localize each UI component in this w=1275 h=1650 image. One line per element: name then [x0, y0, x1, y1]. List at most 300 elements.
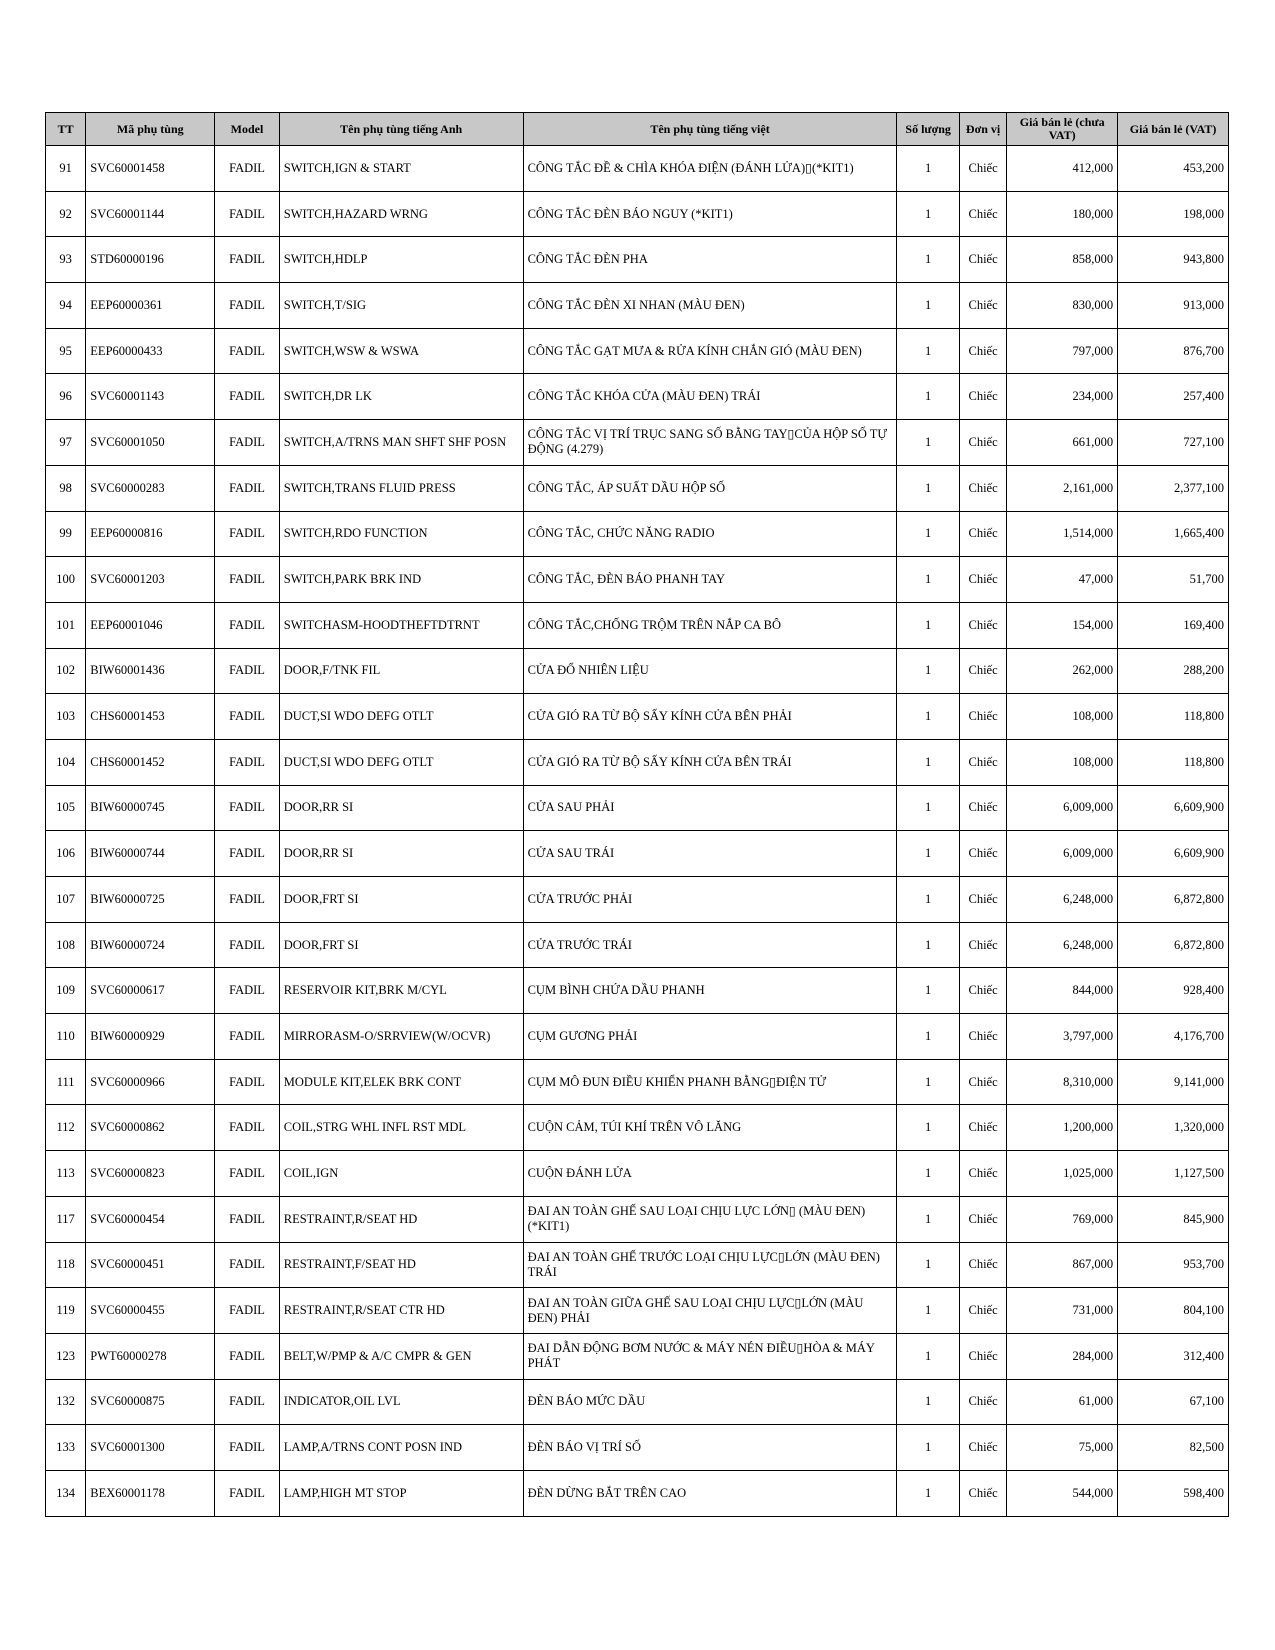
vietnamese-name-cell: CỤM MÔ ĐUN ĐIỀU KHIỂN PHANH BẰNG▯ĐIỆN TỬ: [523, 1059, 897, 1105]
table-row: [46, 1242, 1229, 1288]
model-cell: FADIL: [215, 1379, 279, 1425]
unit-cell: Chiếc: [959, 1288, 1006, 1334]
price-vat-cell: 4,176,700: [1118, 1014, 1229, 1060]
quantity-cell: 1: [897, 1242, 959, 1288]
table-row: [46, 968, 1229, 1014]
table-row: [46, 465, 1229, 511]
unit-cell: Chiếc: [959, 146, 1006, 192]
model-cell: FADIL: [215, 146, 279, 192]
price-before-vat-cell: 769,000: [1007, 1196, 1118, 1242]
vietnamese-name-cell: CÔNG TẮC GẠT MƯA & RỬA KÍNH CHẮN GIÓ (MÀU ĐEN): [523, 328, 897, 374]
header-col-unit: Đơn vị: [959, 113, 1006, 146]
vietnamese-name-cell: ĐÈN BÁO VỊ TRÍ SỐ: [523, 1425, 897, 1471]
table-row: [46, 1196, 1229, 1242]
vietnamese-name-cell: CỬA GIÓ RA TỪ BỘ SẤY KÍNH CỬA BÊN TRÁI: [523, 739, 897, 785]
unit-cell: Chiếc: [959, 1151, 1006, 1197]
unit-cell: Chiếc: [959, 557, 1006, 603]
price-before-vat-cell: 1,025,000: [1007, 1151, 1118, 1197]
vietnamese-name-cell: ĐAI AN TOÀN GHẾ SAU LOẠI CHỊU LỰC LỚN▯ (MÀU ĐEN) (*KIT1): [523, 1196, 897, 1242]
unit-cell: Chiếc: [959, 465, 1006, 511]
quantity-cell: 1: [897, 191, 959, 237]
price-before-vat-cell: 108,000: [1007, 694, 1118, 740]
model-cell: FADIL: [215, 374, 279, 420]
table-row: [46, 739, 1229, 785]
english-name-cell: RESERVOIR KIT,BRK M/CYL: [279, 968, 523, 1014]
table-row: [46, 191, 1229, 237]
part-code-cell: SVC60001050: [86, 420, 215, 466]
quantity-cell: 1: [897, 237, 959, 283]
price-before-vat-cell: 661,000: [1007, 420, 1118, 466]
row-number-cell: 102: [46, 648, 86, 694]
model-cell: FADIL: [215, 1059, 279, 1105]
table-row: [46, 557, 1229, 603]
part-code-cell: SVC60001143: [86, 374, 215, 420]
unit-cell: Chiếc: [959, 694, 1006, 740]
unit-cell: Chiếc: [959, 785, 1006, 831]
table-row: [46, 1288, 1229, 1334]
vietnamese-name-cell: ĐAI AN TOÀN GIỮA GHẾ SAU LOẠI CHỊU LỰC▯LỚN (MÀU ĐEN) PHẢI: [523, 1288, 897, 1334]
english-name-cell: COIL,STRG WHL INFL RST MDL: [279, 1105, 523, 1151]
vietnamese-name-cell: ĐAI DẪN ĐỘNG BƠM NƯỚC & MÁY NÉN ĐIỀU▯HÒA & MÁY PHÁT: [523, 1333, 897, 1379]
row-number-cell: 112: [46, 1105, 86, 1151]
price-vat-cell: 198,000: [1118, 191, 1229, 237]
price-vat-cell: 943,800: [1118, 237, 1229, 283]
part-code-cell: BIW60000724: [86, 922, 215, 968]
quantity-cell: 1: [897, 283, 959, 329]
unit-cell: Chiếc: [959, 283, 1006, 329]
vietnamese-name-cell: CỬA SAU PHẢI: [523, 785, 897, 831]
model-cell: FADIL: [215, 648, 279, 694]
part-code-cell: EEP60000433: [86, 328, 215, 374]
price-vat-cell: 453,200: [1118, 146, 1229, 192]
price-before-vat-cell: 867,000: [1007, 1242, 1118, 1288]
quantity-cell: 1: [897, 694, 959, 740]
unit-cell: Chiếc: [959, 328, 1006, 374]
model-cell: FADIL: [215, 237, 279, 283]
row-number-cell: 103: [46, 694, 86, 740]
part-code-cell: EEP60001046: [86, 602, 215, 648]
price-before-vat-cell: 6,248,000: [1007, 922, 1118, 968]
english-name-cell: SWITCH,HAZARD WRNG: [279, 191, 523, 237]
price-vat-cell: 288,200: [1118, 648, 1229, 694]
row-number-cell: 117: [46, 1196, 86, 1242]
part-code-cell: SVC60000454: [86, 1196, 215, 1242]
unit-cell: Chiếc: [959, 511, 1006, 557]
unit-cell: Chiếc: [959, 191, 1006, 237]
english-name-cell: DOOR,F/TNK FIL: [279, 648, 523, 694]
price-before-vat-cell: 61,000: [1007, 1379, 1118, 1425]
row-number-cell: 99: [46, 511, 86, 557]
unit-cell: Chiếc: [959, 1105, 1006, 1151]
part-code-cell: CHS60001453: [86, 694, 215, 740]
row-number-cell: 94: [46, 283, 86, 329]
unit-cell: Chiếc: [959, 831, 1006, 877]
row-number-cell: 113: [46, 1151, 86, 1197]
price-vat-cell: 82,500: [1118, 1425, 1229, 1471]
row-number-cell: 95: [46, 328, 86, 374]
english-name-cell: SWITCH,A/TRNS MAN SHFT SHF POSN: [279, 420, 523, 466]
row-number-cell: 118: [46, 1242, 86, 1288]
model-cell: FADIL: [215, 602, 279, 648]
price-vat-cell: 598,400: [1118, 1470, 1229, 1516]
table-row: [46, 420, 1229, 466]
quantity-cell: 1: [897, 328, 959, 374]
quantity-cell: 1: [897, 648, 959, 694]
row-number-cell: 109: [46, 968, 86, 1014]
row-number-cell: 110: [46, 1014, 86, 1060]
quantity-cell: 1: [897, 968, 959, 1014]
price-vat-cell: 312,400: [1118, 1333, 1229, 1379]
price-vat-cell: 6,872,800: [1118, 877, 1229, 923]
row-number-cell: 97: [46, 420, 86, 466]
unit-cell: Chiếc: [959, 877, 1006, 923]
model-cell: FADIL: [215, 922, 279, 968]
quantity-cell: 1: [897, 557, 959, 603]
header-col-vietnamese-name: Tên phụ tùng tiếng việt: [523, 113, 897, 146]
unit-cell: Chiếc: [959, 1059, 1006, 1105]
quantity-cell: 1: [897, 877, 959, 923]
model-cell: FADIL: [215, 831, 279, 877]
table-row: [46, 1151, 1229, 1197]
quantity-cell: 1: [897, 785, 959, 831]
quantity-cell: 1: [897, 511, 959, 557]
vietnamese-name-cell: CÔNG TẮC, ÁP SUẤT DẦU HỘP SỐ: [523, 465, 897, 511]
english-name-cell: SWITCH,T/SIG: [279, 283, 523, 329]
header-col-tt: TT: [46, 113, 86, 146]
model-cell: FADIL: [215, 420, 279, 466]
quantity-cell: 1: [897, 146, 959, 192]
vietnamese-name-cell: CÔNG TẮC, CHỨC NĂNG RADIO: [523, 511, 897, 557]
quantity-cell: 1: [897, 1425, 959, 1471]
english-name-cell: SWITCH,RDO FUNCTION: [279, 511, 523, 557]
table-row: [46, 146, 1229, 192]
price-vat-cell: 1,320,000: [1118, 1105, 1229, 1151]
quantity-cell: 1: [897, 739, 959, 785]
price-vat-cell: 6,609,900: [1118, 785, 1229, 831]
part-code-cell: SVC60000455: [86, 1288, 215, 1334]
row-number-cell: 93: [46, 237, 86, 283]
row-number-cell: 108: [46, 922, 86, 968]
vietnamese-name-cell: CÔNG TẮC ĐÈN XI NHAN (MÀU ĐEN): [523, 283, 897, 329]
row-number-cell: 104: [46, 739, 86, 785]
unit-cell: Chiếc: [959, 374, 1006, 420]
row-number-cell: 92: [46, 191, 86, 237]
header-col-part-code: Mã phụ tùng: [86, 113, 215, 146]
price-vat-cell: 876,700: [1118, 328, 1229, 374]
model-cell: FADIL: [215, 1470, 279, 1516]
price-vat-cell: 953,700: [1118, 1242, 1229, 1288]
part-code-cell: SVC60001300: [86, 1425, 215, 1471]
quantity-cell: 1: [897, 374, 959, 420]
unit-cell: Chiếc: [959, 1379, 1006, 1425]
quantity-cell: 1: [897, 1105, 959, 1151]
english-name-cell: RESTRAINT,R/SEAT HD: [279, 1196, 523, 1242]
price-before-vat-cell: 797,000: [1007, 328, 1118, 374]
model-cell: FADIL: [215, 694, 279, 740]
quantity-cell: 1: [897, 465, 959, 511]
model-cell: FADIL: [215, 1333, 279, 1379]
unit-cell: Chiếc: [959, 420, 1006, 466]
unit-cell: Chiếc: [959, 922, 1006, 968]
model-cell: FADIL: [215, 465, 279, 511]
english-name-cell: SWITCHASM-HOODTHEFTDTRNT: [279, 602, 523, 648]
part-code-cell: BIW60000929: [86, 1014, 215, 1060]
row-number-cell: 98: [46, 465, 86, 511]
english-name-cell: DUCT,SI WDO DEFG OTLT: [279, 739, 523, 785]
price-before-vat-cell: 2,161,000: [1007, 465, 1118, 511]
unit-cell: Chiếc: [959, 237, 1006, 283]
vietnamese-name-cell: ĐÈN DỪNG BẮT TRÊN CAO: [523, 1470, 897, 1516]
price-vat-cell: 51,700: [1118, 557, 1229, 603]
english-name-cell: MIRRORASM-O/SRRVIEW(W/OCVR): [279, 1014, 523, 1060]
table-row: [46, 511, 1229, 557]
part-code-cell: SVC60001144: [86, 191, 215, 237]
row-number-cell: 101: [46, 602, 86, 648]
price-vat-cell: 118,800: [1118, 739, 1229, 785]
price-before-vat-cell: 284,000: [1007, 1333, 1118, 1379]
row-number-cell: 111: [46, 1059, 86, 1105]
row-number-cell: 132: [46, 1379, 86, 1425]
price-before-vat-cell: 830,000: [1007, 283, 1118, 329]
table-row: [46, 374, 1229, 420]
row-number-cell: 96: [46, 374, 86, 420]
unit-cell: Chiếc: [959, 968, 1006, 1014]
model-cell: FADIL: [215, 328, 279, 374]
vietnamese-name-cell: CÔNG TẮC ĐỀ & CHÌA KHÓA ĐIỆN (ĐÁNH LỬA)▯(*KIT1): [523, 146, 897, 192]
price-before-vat-cell: 108,000: [1007, 739, 1118, 785]
model-cell: FADIL: [215, 785, 279, 831]
vietnamese-name-cell: CỤM GƯƠNG PHẢI: [523, 1014, 897, 1060]
header-row: [46, 113, 1229, 146]
unit-cell: Chiếc: [959, 648, 1006, 694]
model-cell: FADIL: [215, 557, 279, 603]
english-name-cell: BELT,W/PMP & A/C CMPR & GEN: [279, 1333, 523, 1379]
quantity-cell: 1: [897, 1059, 959, 1105]
table-row: [46, 1425, 1229, 1471]
quantity-cell: 1: [897, 1196, 959, 1242]
part-code-cell: SVC60000283: [86, 465, 215, 511]
table-row: [46, 328, 1229, 374]
unit-cell: Chiếc: [959, 1470, 1006, 1516]
price-vat-cell: 845,900: [1118, 1196, 1229, 1242]
unit-cell: Chiếc: [959, 1014, 1006, 1060]
part-code-cell: SVC60001458: [86, 146, 215, 192]
unit-cell: Chiếc: [959, 739, 1006, 785]
quantity-cell: 1: [897, 602, 959, 648]
english-name-cell: DOOR,FRT SI: [279, 922, 523, 968]
header-col-model: Model: [215, 113, 279, 146]
vietnamese-name-cell: CỬA SAU TRÁI: [523, 831, 897, 877]
price-vat-cell: 1,665,400: [1118, 511, 1229, 557]
vietnamese-name-cell: CỬA GIÓ RA TỪ BỘ SẤY KÍNH CỬA BÊN PHẢI: [523, 694, 897, 740]
part-code-cell: PWT60000278: [86, 1333, 215, 1379]
english-name-cell: LAMP,HIGH MT STOP: [279, 1470, 523, 1516]
price-before-vat-cell: 844,000: [1007, 968, 1118, 1014]
model-cell: FADIL: [215, 1105, 279, 1151]
english-name-cell: LAMP,A/TRNS CONT POSN IND: [279, 1425, 523, 1471]
table-row: [46, 1379, 1229, 1425]
english-name-cell: SWITCH,PARK BRK IND: [279, 557, 523, 603]
table-row: [46, 1014, 1229, 1060]
price-before-vat-cell: 6,009,000: [1007, 785, 1118, 831]
model-cell: FADIL: [215, 1288, 279, 1334]
part-code-cell: SVC60000823: [86, 1151, 215, 1197]
english-name-cell: DOOR,FRT SI: [279, 877, 523, 923]
english-name-cell: DOOR,RR SI: [279, 831, 523, 877]
part-code-cell: SVC60000966: [86, 1059, 215, 1105]
price-before-vat-cell: 234,000: [1007, 374, 1118, 420]
model-cell: FADIL: [215, 1242, 279, 1288]
part-code-cell: BIW60000725: [86, 877, 215, 923]
price-before-vat-cell: 6,009,000: [1007, 831, 1118, 877]
quantity-cell: 1: [897, 922, 959, 968]
part-code-cell: CHS60001452: [86, 739, 215, 785]
price-vat-cell: 118,800: [1118, 694, 1229, 740]
quantity-cell: 1: [897, 1470, 959, 1516]
price-vat-cell: 257,400: [1118, 374, 1229, 420]
english-name-cell: SWITCH,IGN & START: [279, 146, 523, 192]
table-row: [46, 831, 1229, 877]
vietnamese-name-cell: ĐÈN BÁO MỨC DẦU: [523, 1379, 897, 1425]
header-col-price-vat: Giá bán lẻ (VAT): [1118, 113, 1229, 146]
vietnamese-name-cell: CUỘN ĐÁNH LỬA: [523, 1151, 897, 1197]
quantity-cell: 1: [897, 420, 959, 466]
price-vat-cell: 9,141,000: [1118, 1059, 1229, 1105]
vietnamese-name-cell: CÔNG TẮC ĐÈN PHA: [523, 237, 897, 283]
parts-price-table: [45, 112, 1229, 1517]
model-cell: FADIL: [215, 877, 279, 923]
price-before-vat-cell: 731,000: [1007, 1288, 1118, 1334]
table-row: [46, 694, 1229, 740]
price-before-vat-cell: 180,000: [1007, 191, 1118, 237]
table-row: [46, 648, 1229, 694]
english-name-cell: SWITCH,DR LK: [279, 374, 523, 420]
vietnamese-name-cell: CỬA ĐỔ NHIÊN LIỆU: [523, 648, 897, 694]
row-number-cell: 123: [46, 1333, 86, 1379]
quantity-cell: 1: [897, 1333, 959, 1379]
model-cell: FADIL: [215, 191, 279, 237]
table-row: [46, 283, 1229, 329]
table-row: [46, 1333, 1229, 1379]
header-col-price-before-vat: Giá bán lẻ (chưa VAT): [1007, 113, 1118, 146]
price-before-vat-cell: 544,000: [1007, 1470, 1118, 1516]
row-number-cell: 91: [46, 146, 86, 192]
part-code-cell: BIW60001436: [86, 648, 215, 694]
price-vat-cell: 928,400: [1118, 968, 1229, 1014]
price-before-vat-cell: 412,000: [1007, 146, 1118, 192]
english-name-cell: SWITCH,TRANS FLUID PRESS: [279, 465, 523, 511]
vietnamese-name-cell: CUỘN CẢM, TÚI KHÍ TRÊN VÔ LĂNG: [523, 1105, 897, 1151]
table-row: [46, 877, 1229, 923]
header-col-quantity: Số lượng: [897, 113, 959, 146]
price-vat-cell: 6,609,900: [1118, 831, 1229, 877]
price-before-vat-cell: 47,000: [1007, 557, 1118, 603]
vietnamese-name-cell: CÔNG TẮC,CHỐNG TRỘM TRÊN NẮP CA BÔ: [523, 602, 897, 648]
model-cell: FADIL: [215, 283, 279, 329]
price-vat-cell: 6,872,800: [1118, 922, 1229, 968]
part-code-cell: STD60000196: [86, 237, 215, 283]
quantity-cell: 1: [897, 1379, 959, 1425]
table-body: [46, 146, 1229, 1517]
unit-cell: Chiếc: [959, 1196, 1006, 1242]
table-row: [46, 237, 1229, 283]
vietnamese-name-cell: CỬA TRƯỚC TRÁI: [523, 922, 897, 968]
row-number-cell: 107: [46, 877, 86, 923]
english-name-cell: COIL,IGN: [279, 1151, 523, 1197]
table-row: [46, 1105, 1229, 1151]
quantity-cell: 1: [897, 1151, 959, 1197]
row-number-cell: 133: [46, 1425, 86, 1471]
part-code-cell: SVC60000875: [86, 1379, 215, 1425]
price-vat-cell: 1,127,500: [1118, 1151, 1229, 1197]
english-name-cell: SWITCH,HDLP: [279, 237, 523, 283]
model-cell: FADIL: [215, 1196, 279, 1242]
vietnamese-name-cell: CÔNG TẮC ĐÈN BÁO NGUY (*KIT1): [523, 191, 897, 237]
part-code-cell: BIW60000744: [86, 831, 215, 877]
english-name-cell: INDICATOR,OIL LVL: [279, 1379, 523, 1425]
price-vat-cell: 804,100: [1118, 1288, 1229, 1334]
english-name-cell: DOOR,RR SI: [279, 785, 523, 831]
model-cell: FADIL: [215, 1014, 279, 1060]
vietnamese-name-cell: CỤM BÌNH CHỨA DẦU PHANH: [523, 968, 897, 1014]
part-code-cell: BEX60001178: [86, 1470, 215, 1516]
model-cell: FADIL: [215, 739, 279, 785]
price-before-vat-cell: 858,000: [1007, 237, 1118, 283]
part-code-cell: SVC60000451: [86, 1242, 215, 1288]
price-vat-cell: 727,100: [1118, 420, 1229, 466]
row-number-cell: 105: [46, 785, 86, 831]
row-number-cell: 134: [46, 1470, 86, 1516]
quantity-cell: 1: [897, 831, 959, 877]
model-cell: FADIL: [215, 1425, 279, 1471]
part-code-cell: EEP60000361: [86, 283, 215, 329]
vietnamese-name-cell: ĐAI AN TOÀN GHẾ TRƯỚC LOẠI CHỊU LỰC▯LỚN (MÀU ĐEN) TRÁI: [523, 1242, 897, 1288]
quantity-cell: 1: [897, 1014, 959, 1060]
model-cell: FADIL: [215, 511, 279, 557]
row-number-cell: 119: [46, 1288, 86, 1334]
price-vat-cell: 913,000: [1118, 283, 1229, 329]
english-name-cell: RESTRAINT,F/SEAT HD: [279, 1242, 523, 1288]
vietnamese-name-cell: CỬA TRƯỚC PHẢI: [523, 877, 897, 923]
unit-cell: Chiếc: [959, 602, 1006, 648]
model-cell: FADIL: [215, 968, 279, 1014]
price-before-vat-cell: 75,000: [1007, 1425, 1118, 1471]
price-before-vat-cell: 1,514,000: [1007, 511, 1118, 557]
vietnamese-name-cell: CÔNG TẮC, ĐÈN BÁO PHANH TAY: [523, 557, 897, 603]
header-col-english-name: Tên phụ tùng tiếng Anh: [279, 113, 523, 146]
table-header: [46, 113, 1229, 146]
part-code-cell: EEP60000816: [86, 511, 215, 557]
part-code-cell: SVC60000862: [86, 1105, 215, 1151]
table-row: [46, 1470, 1229, 1516]
table-row: [46, 785, 1229, 831]
english-name-cell: RESTRAINT,R/SEAT CTR HD: [279, 1288, 523, 1334]
price-vat-cell: 67,100: [1118, 1379, 1229, 1425]
english-name-cell: MODULE KIT,ELEK BRK CONT: [279, 1059, 523, 1105]
part-code-cell: SVC60000617: [86, 968, 215, 1014]
model-cell: FADIL: [215, 1151, 279, 1197]
table-row: [46, 922, 1229, 968]
price-before-vat-cell: 262,000: [1007, 648, 1118, 694]
row-number-cell: 106: [46, 831, 86, 877]
unit-cell: Chiếc: [959, 1425, 1006, 1471]
row-number-cell: 100: [46, 557, 86, 603]
price-vat-cell: 169,400: [1118, 602, 1229, 648]
unit-cell: Chiếc: [959, 1333, 1006, 1379]
quantity-cell: 1: [897, 1288, 959, 1334]
table-row: [46, 602, 1229, 648]
price-before-vat-cell: 154,000: [1007, 602, 1118, 648]
